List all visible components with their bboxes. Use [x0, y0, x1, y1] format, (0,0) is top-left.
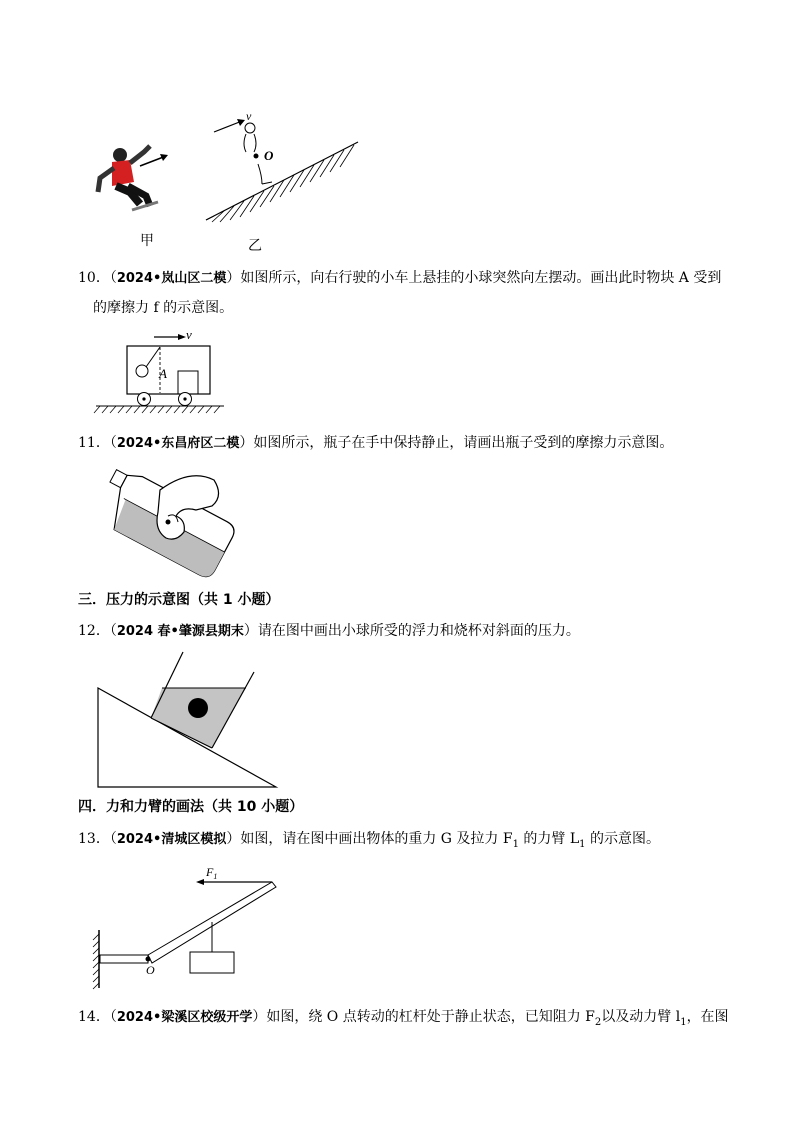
q14-text-c: ，在图 — [686, 1009, 729, 1025]
skier-photo — [98, 146, 158, 210]
q12-number: 12．（ — [78, 623, 117, 639]
velocity-label: v — [246, 109, 252, 123]
question-12 — [78, 621, 580, 642]
question-10-line2: 的摩擦力 f 的示意图。 — [93, 300, 234, 316]
q10-text: ）如图所示，向右行驶的小车上悬挂的小球突然向左摆动。画出此时物块 A 受到 — [226, 270, 722, 286]
block-a-label: A — [159, 366, 167, 381]
q14-number: 14．（ — [78, 1009, 117, 1025]
q14-source: 2024•梁溪区校级开学 — [116, 1010, 253, 1025]
section-3-heading: 三．压力的示意图（共 1 小题） — [78, 592, 280, 608]
q12-text: ）请在图中画出小球所受的浮力和烧杯对斜面的压力。 — [243, 623, 580, 639]
q14-text-b: 以及动力臂 l — [601, 1009, 681, 1025]
q11-number: 11．（ — [78, 435, 117, 451]
q13-number: 13．（ — [78, 831, 117, 847]
figure-skier — [0, 0, 794, 260]
q13-sub-2: 1 — [579, 838, 586, 850]
figure-incline-beaker — [0, 645, 794, 795]
q13-text-a: ）如图，请在图中画出物体的重力 G 及拉力 F — [226, 831, 513, 847]
question-11 — [78, 433, 673, 454]
point-o-label: O — [264, 148, 274, 163]
question-13 — [78, 829, 660, 855]
q10-source: 2024•岚山区二模 — [116, 271, 227, 286]
figure-cart — [0, 325, 794, 425]
question-14 — [78, 1007, 729, 1033]
label-yi: 乙 — [248, 239, 262, 254]
pivot-o-label: O — [146, 963, 155, 977]
figure-lever-weight — [0, 852, 794, 992]
q13-text-c: 的示意图。 — [585, 831, 660, 847]
q14-sub-1: 2 — [594, 1016, 602, 1028]
label-jia: 甲 — [140, 234, 154, 249]
q13-text-b: 的力臂 L — [518, 831, 580, 847]
q13-source: 2024•清城区模拟 — [116, 832, 227, 847]
q14-text-a: ）如图，绕 O 点转动的杠杆处于静止状态，已知阻力 F — [252, 1009, 595, 1025]
q14-sub-2: 1 — [680, 1016, 687, 1028]
q11-text: ）如图所示，瓶子在手中保持静止，请画出瓶子受到的摩擦力示意图。 — [239, 435, 674, 451]
q11-source: 2024•东昌府区二模 — [116, 436, 240, 451]
figure-bottle-hand — [0, 460, 794, 580]
question-10 — [78, 268, 721, 289]
force-f1-label: $F_1$ — [206, 865, 218, 881]
q13-sub-1: 1 — [512, 838, 519, 850]
q10-number: 10．（ — [78, 270, 117, 286]
q12-source: 2024 春•肇源县期末 — [116, 624, 244, 639]
section-4-heading: 四．力和力臂的画法（共 10 小题） — [78, 799, 304, 815]
cart-velocity-label: v — [186, 327, 192, 342]
